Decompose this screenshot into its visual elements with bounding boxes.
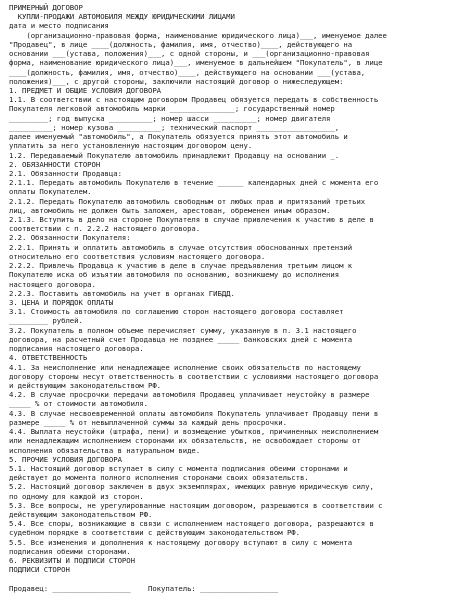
clause-line: Покупателя легковой автомобиль марки _______________; государственный номер xyxy=(9,104,335,114)
preamble-line: "Продавец", в лице ____(должность, фамилия, имя, отчество)____, действующего на xyxy=(9,39,353,49)
signature-lines: Продавец: __________________ Покупатель: __________________ xyxy=(9,583,279,593)
clause-line: Покупателю иска об изъятии автомобиля по основанию, возникшему до исполнения xyxy=(9,270,340,280)
blank-line xyxy=(9,575,468,584)
clause-line: уплатить за него установленную настоящим договором цену. xyxy=(9,141,253,151)
clause-line: 2.2.3. Поставить автомобиль на учет в органах ГИБДД. xyxy=(9,288,235,298)
clause-line: 4.2. В случае просрочки передачи автомобиля Продавец уплачивает неустойку в размере xyxy=(9,390,370,400)
clause-line: лиц, автомобиль не должен быть заложен, арестован, обременен иным образом. xyxy=(9,205,331,215)
clause-line: 2.1.1. Передать автомобиль Покупателю в течение ______ календарных дней с момента его xyxy=(9,178,379,188)
clause-line: договору стороны несут ответственность в соответствии с условиями настоящего договора xyxy=(9,371,379,381)
clause-line: 3.2. Покупатель в полном объеме перечисляет сумму, указанную в п. 3.1 настоящего xyxy=(9,325,357,335)
clause-line: 3.1. Стоимость автомобиля по соглашению сторон настоящего договора составляет xyxy=(9,307,344,317)
clause-line: судебном порядке в соответствии с действующим законодательством РФ. xyxy=(9,528,300,538)
clause-line: подписания обеими сторонами. xyxy=(9,546,131,556)
section-heading-6: 6. РЕКВИЗИТЫ И ПОДПИСИ СТОРОН xyxy=(9,556,135,566)
clause-line: договора, на расчетный счет Продавца не позднее _____ банковских дней с момента xyxy=(9,334,353,344)
clause-line: действует до момента полного исполнения сторонами своих обязательств. xyxy=(9,473,309,483)
preamble-line: (организационно-правовая форма, наименование юридического лица)___, именуемое далее xyxy=(9,30,387,40)
document-title: ПРИМЕРНЫЙ ДОГОВОР xyxy=(9,3,83,12)
clause-line: _________ рублей. xyxy=(9,316,83,326)
preamble-line: положения)___, с другой стороны, заключили настоящий договор о нижеследующем: xyxy=(9,76,344,86)
clause-line: _________; год выпуска __________; номер шасси __________; номер двигателя xyxy=(9,113,331,123)
clause-line: исполнения обязательства в натуральном виде. xyxy=(9,445,201,455)
clause-line: 4.4. Выплата неустойки (штрафа, пени) и возмещение убытков, причиненных неисполнением xyxy=(9,427,379,437)
clause-line: 4.3. В случае несвоевременной оплаты автомобиля Покупатель уплачивает Продавцу пени в xyxy=(9,408,379,418)
section-heading-3: 3. ЦЕНА И ПОРЯДОК ОПЛАТЫ xyxy=(9,298,114,307)
preamble-line: основании ___(устава, положения)___, с одной стороны, и ___(организационно-правовая xyxy=(9,49,370,59)
clause-line: далее именуемый "автомобиль", а Покупатель обязуется принять этот автомобиль и xyxy=(9,132,348,142)
clause-line: 5.2. Настоящий договор заключен в двух экземплярах, имеющих равную юридическую силу, xyxy=(9,482,374,492)
clause-line: 5.4. Все споры, возникающие в связи с исполнением настоящего договора, разрешаются в xyxy=(9,519,374,529)
clause-line: размере _____ % от невыплаченной суммы за каждый день просрочки. xyxy=(9,417,287,427)
clause-line: относительно его соответствия условиям настоящего договора. xyxy=(9,251,266,261)
clause-line: 2.2.1. Принять и оплатить автомобиль в случае отсутствия обоснованных претензий xyxy=(9,242,353,252)
clause-line: и действующим законодательством РФ. xyxy=(9,380,162,390)
preamble-line: форма, наименование юридического лица)___, именуемое в дальнейшем "Покупатель", в лице xyxy=(9,58,383,68)
section-heading-4: 4. ОТВЕТСТВЕННОСТЬ xyxy=(9,353,88,363)
section-heading-5: 5. ПРОЧИЕ УСЛОВИЯ ДОГОВОРА xyxy=(9,454,122,464)
clause-line: __________; номер кузова __________; технический паспорт __________________, xyxy=(9,122,340,132)
clause-line: 1.1. В соответствии с настоящим договором Продавец обязуется передать в собственность xyxy=(9,95,379,105)
preamble-line: ____(должность, фамилия, имя, отчество)____, действующего на основании ___(устава, xyxy=(9,67,366,77)
clause-line: 2.1.2. Передать Покупателю автомобиль свободным от любых прав и притязаний третьих xyxy=(9,196,366,206)
clause-line: или ненадлежащим исполнением сторонами их обязательств, не освобождает стороны от xyxy=(9,436,361,446)
clause-line: 2.1.3. Вступить в дело на стороне Покупателя в случае привлечения к участию в деле в xyxy=(9,215,374,225)
date-place-line: дата и место подписания xyxy=(9,21,109,31)
section-heading-2: 2. ОБЯЗАННОСТИ СТОРОН xyxy=(9,159,101,169)
clause-line: _____ % от стоимости автомобиля. xyxy=(9,399,148,409)
section-heading-1: 1. ПРЕДМЕТ И ОБЩИЕ УСЛОВИЯ ДОГОВОРА xyxy=(9,85,162,95)
clause-line: оплаты Покупателем. xyxy=(9,187,92,197)
document-subtitle: КУПЛИ-ПРОДАЖИ АВТОМОБИЛЯ МЕЖДУ ЮРИДИЧЕСКИМИ ЛИЦАМИ xyxy=(9,12,235,22)
signatures-heading: ПОДПИСИ СТОРОН xyxy=(9,565,70,575)
clause-line: 2.1. Обязанности Продавца: xyxy=(9,168,122,178)
clause-line: 2.2.2. Привлечь Продавца к участию в деле в случае предъявления третьим лицом к xyxy=(9,261,353,271)
clause-line: настоящего договора. xyxy=(9,279,96,289)
clause-line: соответствии с п. 2.2.2 настоящего договора. xyxy=(9,224,201,234)
clause-line: 5.5. Все изменения и дополнения к настоящему договору вступают в силу с момента xyxy=(9,537,353,547)
clause-line: 5.3. Все вопросы, не урегулированные настоящим договором, разрешаются в соответствии с xyxy=(9,500,383,510)
clause-line: по одному для каждой из сторон. xyxy=(9,491,144,501)
clause-line: 2.2. Обязанности Покупателя: xyxy=(9,233,131,243)
clause-line: действующим законодательством РФ. xyxy=(9,510,153,520)
clause-line: 1.2. Передаваемый Покупателю автомобиль принадлежит Продавцу на основании _. xyxy=(9,150,340,160)
clause-line: подписания настоящего договора. xyxy=(9,344,144,354)
clause-line: 5.1. Настоящий договор вступает в силу с момента подписания обеими сторонами и xyxy=(9,463,348,473)
clause-line: 4.1. За неисполнение или ненадлежащее исполнение своих обязательств по настоящему xyxy=(9,362,361,372)
